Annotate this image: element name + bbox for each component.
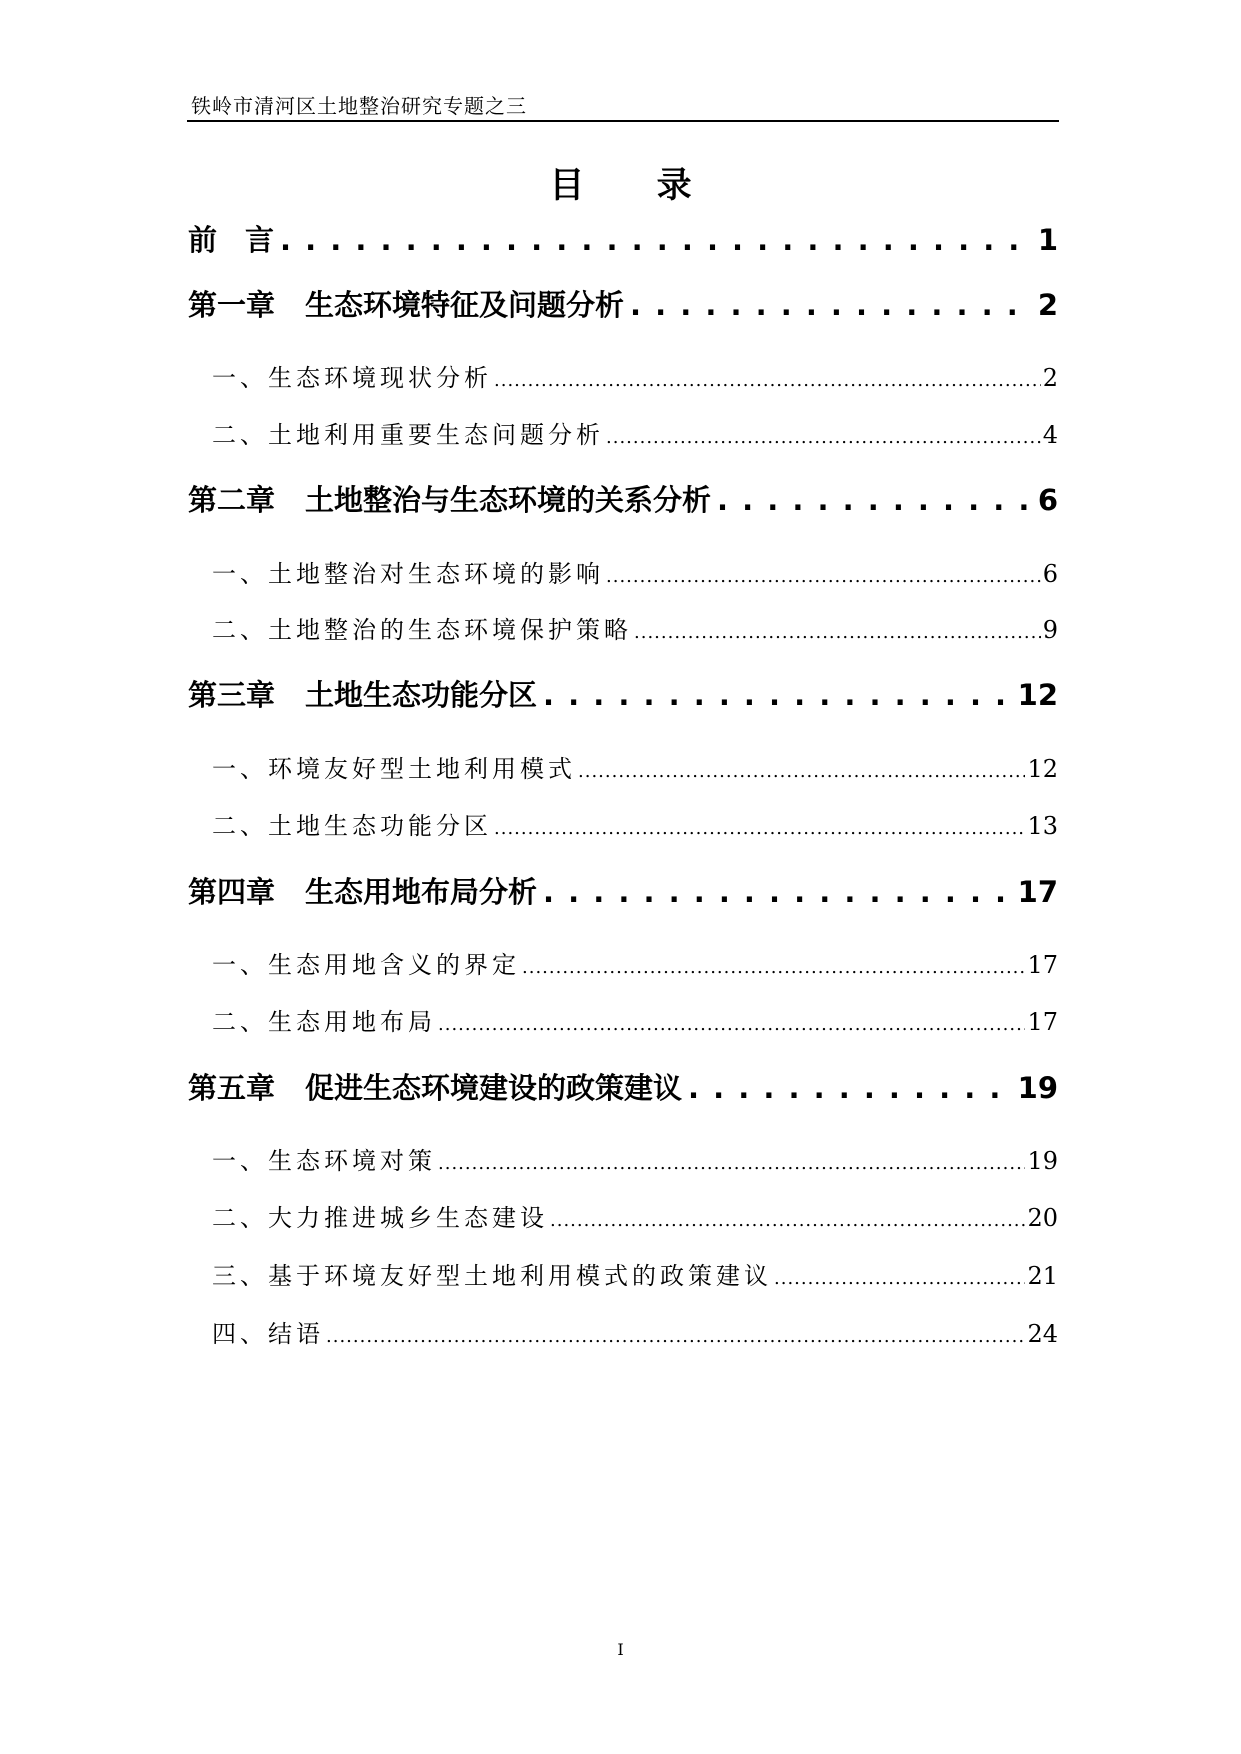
toc-entry-page: 17 [1027, 1008, 1058, 1036]
toc-chapter-entry[interactable] [188, 673, 1058, 714]
toc-entry-label: 大力推进城乡生态建设 [268, 1204, 548, 1232]
toc-entry-number: 二、 [212, 1204, 268, 1232]
toc-section-entry[interactable] [188, 610, 1058, 645]
toc-entry-page: 6 [1042, 560, 1058, 588]
toc-section-entry[interactable] [188, 945, 1058, 980]
toc-entry-page: 19 [1027, 1147, 1058, 1175]
toc-entry-label: 结语 [268, 1320, 324, 1348]
toc-chapter-entry[interactable] [188, 283, 1058, 324]
toc-entry-label: 生态环境对策 [268, 1147, 436, 1175]
toc-entry-number: 二、 [212, 421, 268, 449]
toc-entry-page: 1 [1037, 223, 1058, 257]
toc-section-entry[interactable] [188, 1198, 1058, 1233]
dot-leader [494, 364, 1041, 392]
toc-entry-label: 基于环境友好型土地利用模式的政策建议 [268, 1262, 772, 1290]
toc-entry-number: 一、 [212, 755, 268, 783]
toc-entry-number: 第五章 [188, 1071, 276, 1105]
dot-leader [522, 951, 1025, 979]
toc-entry-page: 17 [1017, 875, 1058, 909]
toc-section-entry[interactable] [188, 1314, 1058, 1349]
toc-entry-page: 12 [1017, 678, 1058, 712]
toc-entry-page: 4 [1042, 421, 1058, 449]
toc-entry-label: 生态用地布局 [268, 1008, 436, 1036]
toc-entry-page: 6 [1037, 483, 1058, 517]
toc-entry-number: 一、 [212, 364, 268, 392]
dot-leader [578, 755, 1025, 783]
dot-leader [543, 875, 1012, 909]
toc-entry-label: 促进生态环境建设的政策建议 [305, 1071, 683, 1105]
toc-entry-label: 土地整治的生态环境保护策略 [268, 616, 632, 644]
dot-leader [606, 421, 1041, 449]
toc-entry-number: 二、 [212, 1008, 268, 1036]
toc-entry-page: 13 [1027, 812, 1058, 840]
toc-entry-number: 一、 [212, 560, 268, 588]
toc-title: 目 录 [549, 166, 722, 206]
toc-entry-label: 生态环境特征及问题分析 [305, 288, 625, 322]
dot-leader [634, 616, 1041, 644]
toc-entry-label: 土地利用重要生态问题分析 [268, 421, 604, 449]
toc-chapter-entry[interactable] [188, 1066, 1058, 1107]
dot-leader [606, 560, 1041, 588]
toc-entry-page: 17 [1027, 951, 1058, 979]
toc-entry-label: 言 [245, 223, 275, 257]
dot-leader [438, 1008, 1025, 1036]
dot-leader [438, 1147, 1025, 1175]
toc-chapter-entry[interactable] [188, 478, 1058, 519]
toc-entry-number: 二、 [212, 812, 268, 840]
dot-leader [550, 1204, 1025, 1232]
toc-section-entry[interactable] [188, 749, 1058, 784]
toc-section-entry[interactable] [188, 1002, 1058, 1037]
toc-entry-label: 土地整治与生态环境的关系分析 [305, 483, 712, 517]
toc-entry-label: 生态用地含义的界定 [268, 951, 520, 979]
dot-leader [630, 288, 1032, 322]
page-number: I [617, 1640, 624, 1659]
toc-entry-number: 第二章 [188, 483, 276, 517]
toc-entry-page: 2 [1042, 364, 1058, 392]
dot-leader [688, 1071, 1012, 1105]
toc-entry-label: 环境友好型土地利用模式 [268, 755, 576, 783]
toc-entry-label: 生态环境现状分析 [268, 364, 492, 392]
toc-entry-page: 21 [1027, 1262, 1058, 1290]
toc-section-entry[interactable] [188, 1256, 1058, 1291]
toc-entry-page: 12 [1027, 755, 1058, 783]
toc-entry-label: 生态用地布局分析 [305, 875, 538, 909]
toc-chapter-entry[interactable] [188, 218, 1058, 259]
running-header [187, 88, 1059, 122]
toc-entry-number: 第三章 [188, 678, 276, 712]
dot-leader [494, 812, 1025, 840]
dot-leader [774, 1262, 1025, 1290]
toc-entry-page: 2 [1037, 288, 1058, 322]
dot-leader [543, 678, 1012, 712]
toc-entry-number: 第四章 [188, 875, 276, 909]
dot-leader [717, 483, 1032, 517]
toc-section-entry[interactable] [188, 358, 1058, 393]
toc-entry-number: 第一章 [188, 288, 276, 322]
toc-entry-label: 土地生态功能分区 [268, 812, 492, 840]
toc-section-entry[interactable] [188, 1141, 1058, 1176]
toc-entry-label: 土地整治对生态环境的影响 [268, 560, 604, 588]
toc-entry-page: 20 [1027, 1204, 1058, 1232]
toc-section-entry[interactable] [188, 554, 1058, 589]
toc-section-entry[interactable] [188, 806, 1058, 841]
toc-entry-page: 24 [1027, 1320, 1058, 1348]
toc-entry-page: 19 [1017, 1071, 1058, 1105]
toc-entry-label: 土地生态功能分区 [305, 678, 538, 712]
toc-entry-number: 前 [188, 223, 218, 257]
header-text: 铁岭市清河区土地整治研究专题之三 [191, 94, 527, 118]
toc-chapter-entry[interactable] [188, 870, 1058, 911]
toc-entry-number: 四、 [212, 1320, 268, 1348]
dot-leader [280, 223, 1032, 257]
dot-leader [326, 1320, 1025, 1348]
toc-entry-number: 一、 [212, 1147, 268, 1175]
toc-entry-number: 三、 [212, 1262, 268, 1290]
toc-section-entry[interactable] [188, 415, 1058, 450]
toc-entry-page: 9 [1042, 616, 1058, 644]
toc-entry-number: 一、 [212, 951, 268, 979]
toc-entry-number: 二、 [212, 616, 268, 644]
